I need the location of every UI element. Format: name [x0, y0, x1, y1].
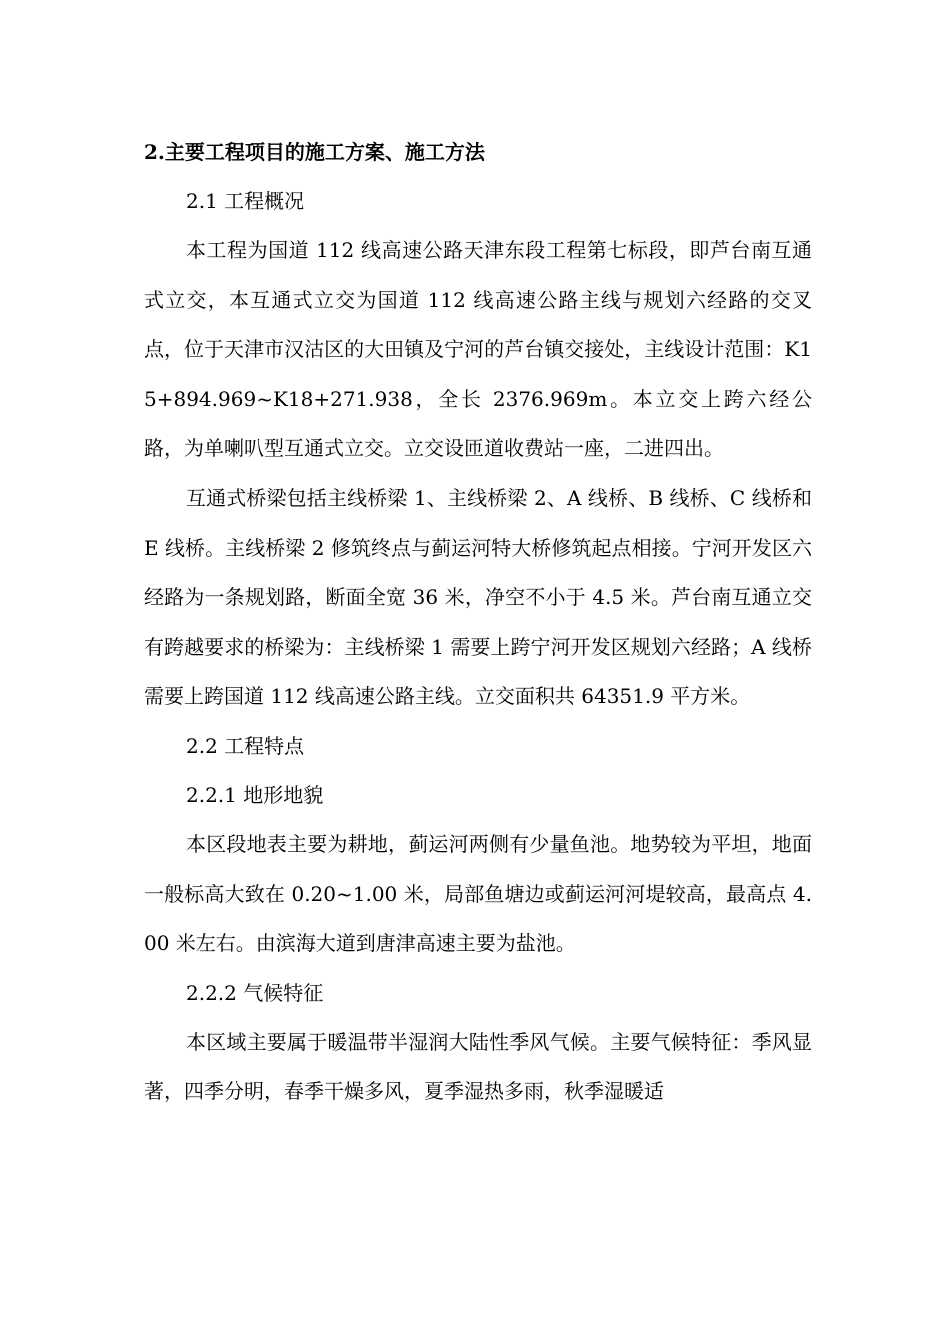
paragraph-overview-1: 本工程为国道 112 线高速公路天津东段工程第七标段，即芦台南互通式立交，本互通式立交为国道 112 线高速公路主线与规划六经路的交叉点，位于天津市汉沽区的大田镇及宁河的芦台镇交接处，主线设计范围：K15+894.969~K18+271.938，全长 2376.969m。本立交上跨六经公路，为单喇叭型互通式立交。立交设匝道收费站一座，二进四出。 [144, 238, 812, 461]
subsection-title-features: 2.2 工程特点 [186, 733, 305, 758]
paragraph-terrain: 本区段地表主要为耕地，蓟运河两侧有少量鱼池。地势较为平坦，地面一般标高大致在 0.20~1.00 米，局部鱼塘边或蓟运河河堤较高，最高点 4.00 米左右。由滨海大道到唐津高速主要为盐池。 [144, 831, 812, 956]
document-page [144, 128, 812, 1117]
subsection-title-overview: 2.1 工程概况 [186, 189, 305, 213]
section-heading: 2.主要工程项目的施工方案、施工方法 [144, 140, 485, 164]
subsection-title-climate: 2.2.2 气候特征 [186, 980, 324, 1005]
subsection-title-terrain: 2.2.1 地形地貌 [186, 782, 324, 807]
paragraph-overview-2: 互通式桥梁包括主线桥梁 1、主线桥梁 2、A 线桥、B 线桥、C 线桥和 E 线桥。主线桥梁 2 修筑终点与蓟运河特大桥修筑起点相接。宁河开发区六经路为一条规划路，断面全宽 36 米，净空不小于 4.5 米。芦台南互通立交有跨越要求的桥梁为：主线桥梁 1 需要上跨宁河开发区规划六经路；A 线桥需要上跨国道 112 线高速公路主线。立交面积共 64351.9 平方米。 [144, 485, 812, 709]
paragraph-climate: 本区域主要属于暖温带半湿润大陆性季风气候。主要气候特征：季风显著，四季分明，春季干燥多风，夏季湿热多雨，秋季湿暖适 [144, 1029, 812, 1104]
